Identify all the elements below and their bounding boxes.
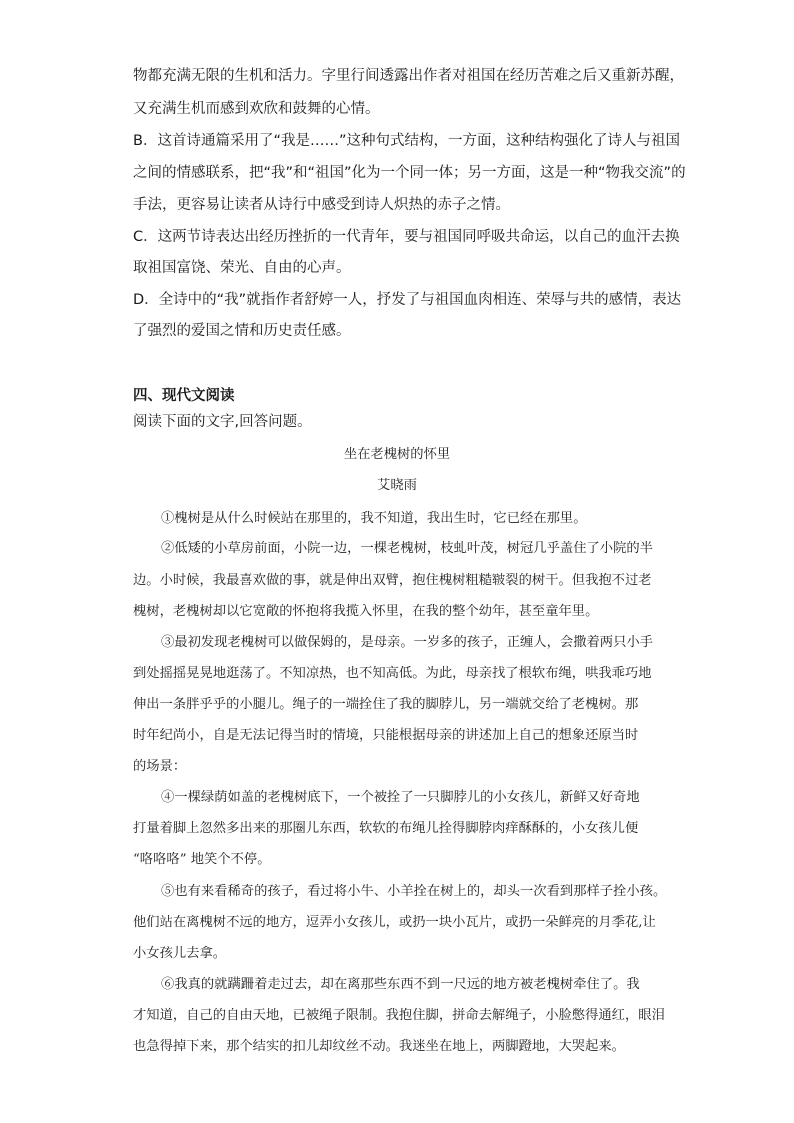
section-instruction: 阅读下面的文字,回答问题。: [133, 414, 312, 430]
option-a-continuation-line-1: 物都充满无限的生机和活力。字里行间透露出作者对祖国在经历苦难之后又重新苏醒，: [133, 68, 684, 84]
option-d-line-2: 了强烈的爱国之情和历史责任感。: [133, 323, 351, 339]
option-a-continuation-line-2: 又充满生机而感到欢欣和鼓舞的心情。: [133, 101, 380, 117]
article-paragraph-line: 才知道，自己的自由天地，已被绳子限制。我抱住脚，拼命去解绳子，小脸憋得通红，眼泪: [133, 1008, 665, 1023]
article-paragraph-line: 伸出一条胖乎乎的小腿儿。绳子的一端拴住了我的脚脖儿，另一端就交给了老槐树。那: [133, 697, 639, 712]
article-title: 坐在老槐树的怀里: [343, 447, 451, 462]
article-paragraph-line: ②低矮的小草房前面，小院一边，一棵老槐树，枝虬叶茂，树冠几乎盖住了小院的半: [161, 541, 653, 556]
article-author: 艾晓雨: [377, 478, 417, 493]
option-c-line-1: C．这两节诗表达出经历挫折的一代青年，要与祖国同呼吸共命运，以自己的血汗去换: [133, 229, 680, 245]
article-paragraph-line: ①槐树是从什么时候站在那里的，我不知道，我出生时，它已经在那里。: [161, 511, 587, 526]
article-paragraph-line: 到处摇摇晃晃地逛荡了。不知凉热，也不知高低。为此，母亲找了根软布绳，哄我乖巧地: [133, 666, 652, 681]
article-paragraph-line: ④一棵绿荫如盖的老槐树底下，一个被拴了一只脚脖儿的小女孩儿，新鲜又好奇地: [161, 790, 640, 805]
article-paragraph-line: 也急得掉下来，那个结实的扣儿却纹丝不动。我迷坐在地上，两脚蹬地，大哭起来。: [133, 1039, 625, 1054]
option-c-line-2: 取祖国富饶、荣光、自由的心声。: [133, 260, 351, 276]
article-paragraph-line: 的场景：: [133, 759, 187, 774]
article-paragraph-line: ③最初发现老槐树可以做保姆的，是母亲。一岁多的孩子，正缠人，会撒着两只小手: [161, 635, 653, 650]
option-d-line-1: D．全诗中的“我”就指作者舒婷一人，抒发了与祖国血肉相连、荣辱与共的感情，表达: [133, 292, 682, 308]
article-paragraph-line: ⑥我真的就蹒跚着走过去，却在离那些东西不到一尺远的地方被老槐树牵住了。我: [161, 977, 640, 992]
option-b-line-1: B．这首诗通篇采用了“我是……”这种句式结构，一方面，这种结构强化了诗人与祖国: [133, 133, 680, 149]
article-paragraph-line: “咯咯咯” 地笑个不停。: [133, 852, 271, 867]
article-paragraph-line: ⑤也有来看稀奇的孩子，看过将小牛、小羊拴在树上的，却头一次看到那样子拴小孩。: [161, 884, 667, 899]
article-paragraph-line: 槐树，老槐树却以它宽敞的怀抱将我揽入怀里，在我的整个幼年，甚至童年里。: [133, 604, 599, 619]
article-paragraph-line: 时年纪尚小，自是无法记得当时的情境，只能根据母亲的讲述加上自己的想象还原当时: [133, 728, 639, 743]
article-paragraph-line: 小女孩儿去拿。: [133, 946, 227, 961]
section-heading: 四、现代文阅读: [133, 388, 235, 404]
option-b-line-2: 之间的情感联系，把“我”和“祖国”化为一个同一体；另一方面，这是一种“物我交流”的: [133, 165, 686, 181]
article-paragraph-line: 他们站在离槐树不远的地方，逗弄小女孩儿，或扔一块小瓦片，或扔一朵鲜亮的月季花,让: [133, 915, 656, 930]
option-b-line-3: 手法，更容易让读者从诗行中感受到诗人炽热的赤子之情。: [133, 197, 510, 213]
article-paragraph-line: 打量着脚上忽然多出来的那圈儿东西，软软的布绳儿拴得脚脖肉痒酥酥的，小女孩儿便: [133, 821, 639, 836]
article-paragraph-line: 边。小时候，我最喜欢做的事，就是伸出双臂，抱住槐树粗糙皲裂的树干。但我抱不过老: [133, 573, 652, 588]
